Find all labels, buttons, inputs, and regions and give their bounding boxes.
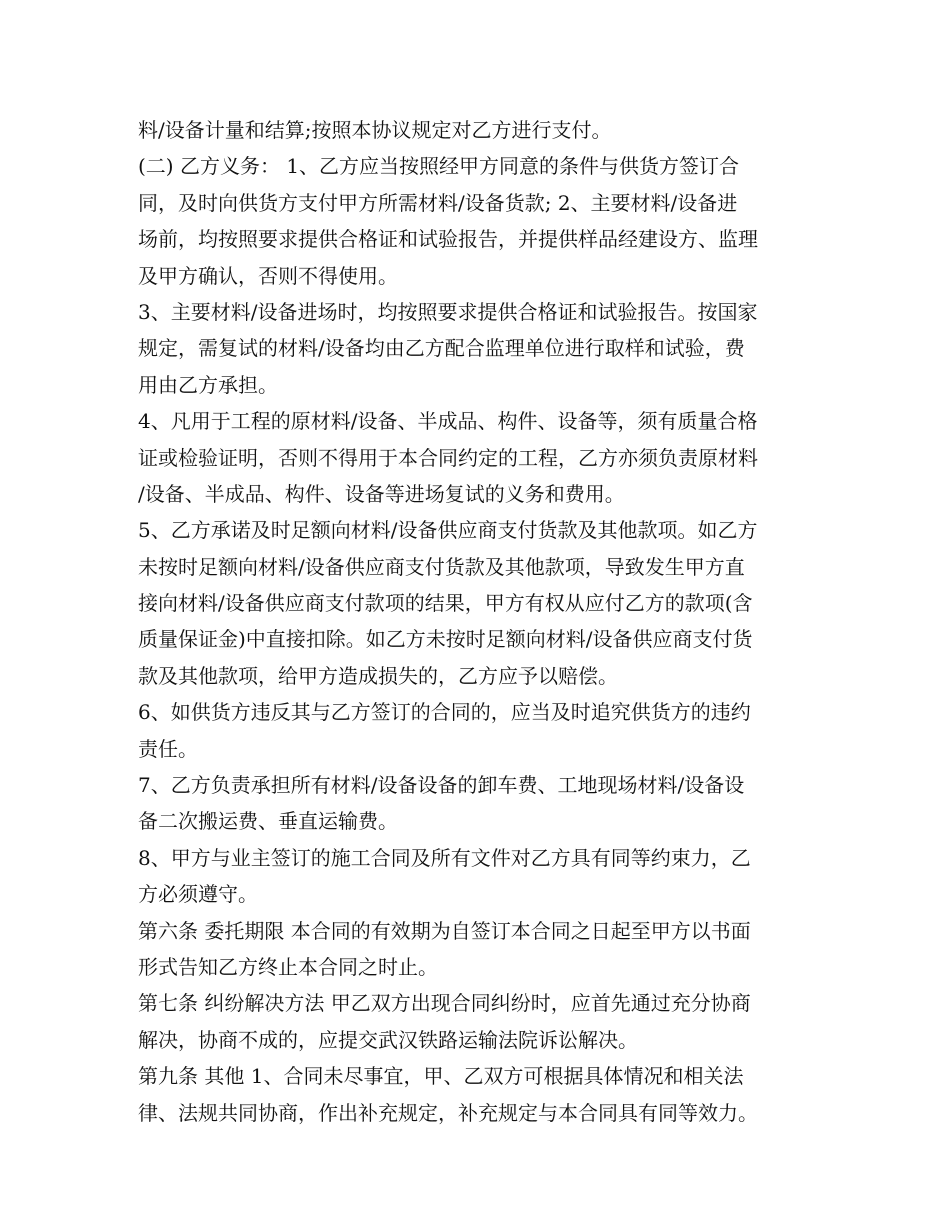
text-line: 第七条 纠纷解决方法 甲乙双方出现合同纠纷时，应首先通过充分协商 bbox=[138, 991, 751, 1016]
text-line: 方必须遵守。 bbox=[138, 882, 258, 907]
contract-text bbox=[138, 112, 818, 1131]
text-line: 3、主要材料/设备进场时，均按照要求提供合格证和试验报告。按国家 bbox=[138, 299, 758, 324]
text-line: 律、法规共同协商，作出补充规定，补充规定与本合同具有同等效力。 bbox=[138, 1100, 758, 1125]
text-line: 未按时足额向材料/设备供应商支付货款及其他款项，导致发生甲方直 bbox=[138, 554, 745, 579]
text-line: 第六条 委托期限 本合同的有效期为自签订本合同之日起至甲方以书面 bbox=[138, 918, 751, 943]
text-line: 5、乙方承诺及时足额向材料/设备供应商支付货款及其他款项。如乙方 bbox=[138, 518, 758, 543]
text-line: 质量保证金)中直接扣除。如乙方未按时足额向材料/设备供应商支付货 bbox=[138, 627, 753, 652]
text-line: 8、甲方与业主签订的施工合同及所有文件对乙方具有同等约束力，乙 bbox=[138, 845, 751, 870]
text-line: 规定，需复试的材料/设备均由乙方配合监理单位进行取样和试验，费 bbox=[138, 336, 745, 361]
text-line: 形式告知乙方终止本合同之时止。 bbox=[138, 954, 438, 979]
text-line: 备二次搬运费、垂直运输费。 bbox=[138, 809, 398, 834]
text-line: 7、乙方负责承担所有材料/设备设备的卸车费、工地现场材料/设备设 bbox=[138, 773, 745, 798]
text-line: 责任。 bbox=[138, 736, 198, 761]
text-line: 接向材料/设备供应商支付款项的结果，甲方有权从应付乙方的款项(含 bbox=[138, 591, 753, 616]
text-line: 第九条 其他 1、合同未尽事宜，甲、乙双方可根据具体情况和相关法 bbox=[138, 1064, 744, 1089]
text-line: (二) 乙方义务： 1、乙方应当按照经甲方同意的条件与供货方签订合 bbox=[138, 154, 740, 179]
text-line: 及甲方确认，否则不得使用。 bbox=[138, 263, 398, 288]
text-line: 6、如供货方违反其与乙方签订的合同的，应当及时追究供货方的违约 bbox=[138, 700, 751, 725]
text-line: 同，及时向供货方支付甲方所需材料/设备货款; 2、主要材料/设备进 bbox=[138, 190, 738, 215]
text-line: 解决，协商不成的，应提交武汉铁路运输法院诉讼解决。 bbox=[138, 1027, 638, 1052]
text-line: 用由乙方承担。 bbox=[138, 372, 278, 397]
text-line: 场前，均按照要求提供合格证和试验报告，并提供样品经建设方、监理 bbox=[138, 227, 758, 252]
text-line: 料/设备计量和结算;按照本协议规定对乙方进行支付。 bbox=[138, 118, 612, 142]
text-line: 证或检验证明，否则不得用于本合同约定的工程，乙方亦须负责原材料 bbox=[138, 445, 758, 470]
text-line: 4、凡用于工程的原材料/设备、半成品、构件、设备等，须有质量合格 bbox=[138, 409, 758, 434]
text-line: 款及其他款项，给甲方造成损失的，乙方应予以赔偿。 bbox=[138, 663, 618, 688]
text-line: /设备、半成品、构件、设备等进场复试的义务和费用。 bbox=[138, 481, 625, 506]
